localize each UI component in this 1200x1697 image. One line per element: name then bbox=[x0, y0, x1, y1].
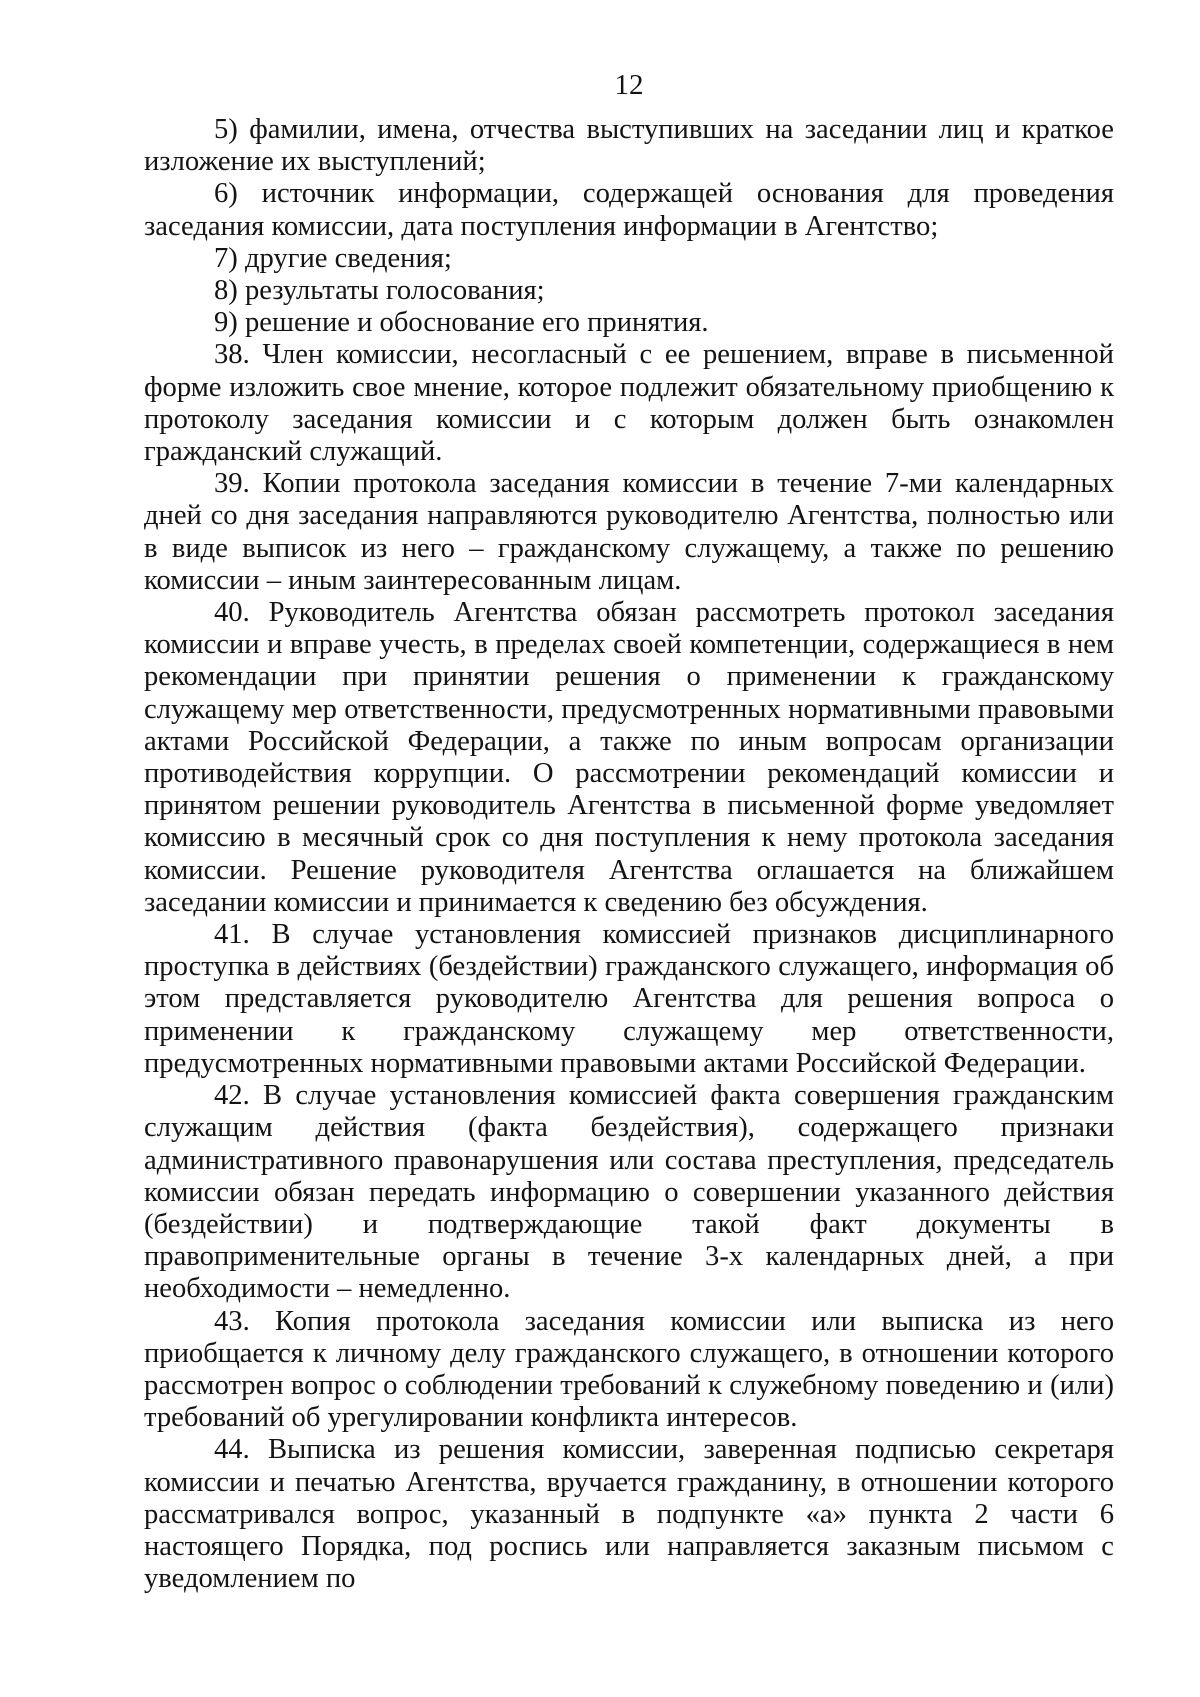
page-number: 12 bbox=[614, 69, 644, 101]
paragraph-section-38: 38. Член комиссии, несогласный с ее решением, вправе в письменной форме изложить свое мнение, которое подлежит обязательному приобщению к протоколу заседания комиссии и с которым должен быть ознакомлен гражданский служащий. bbox=[144, 339, 1114, 468]
paragraph-section-39: 39. Копии протокола заседания комиссии в течение 7-ми календарных дней со дня заседания направляются руководителю Агентства, полностью или в виде выписок из него – гражданскому служащему, а также по решению комиссии – иным заинтересованным лицам. bbox=[144, 468, 1114, 596]
paragraph-item-8: 8) результаты голосования; bbox=[214, 275, 545, 307]
paragraph-section-41: 41. В случае установления комиссией признаков дисциплинарного проступка в действиях (бездействии) гражданского служащего, информация об этом представляется руководителю Агентства для решения вопроса о применении к гражданскому служащему мер ответственности, предусмотренных нормативными правовыми актами Российской Федерации. bbox=[144, 919, 1114, 1079]
paragraph-item-5: 5) фамилии, имена, отчества выступивших на заседании лиц и краткое изложение их выступлений; bbox=[144, 114, 1114, 178]
paragraph-section-42: 42. В случае установления комиссией факта совершения гражданским служащим действия (факта бездействия), содержащего признаки административного правонарушения или состава преступления, председатель комиссии обязан передать информацию о совершении указанного действия (бездействии) и подтверждающие такой факт документы в правоприменительные органы в течение 3-х календарных дней, а при необходимости – немедленно. bbox=[144, 1080, 1114, 1305]
paragraph-item-6: 6) источник информации, содержащей основания для проведения заседания комиссии, дата поступления информации в Агентство; bbox=[144, 178, 1114, 242]
paragraph-item-7: 7) другие сведения; bbox=[214, 242, 452, 274]
paragraph-section-40: 40. Руководитель Агентства обязан рассмотреть протокол заседания комиссии и вправе учесть, в пределах своей компетенции, содержащиеся в нем рекомендации при принятии решения о применении к гражданскому служащему мер ответственности, предусмотренных нормативными правовыми актами Российской Федерации, а также по иным вопросам организации противодействия коррупции. О рассмотрении рекомендаций комиссии и принятом решении руководитель Агентства в письменной форме уведомляет комиссию в месячный срок со дня поступления к нему протокола заседания комиссии. Решение руководителя Агентства оглашается на ближайшем заседании комиссии и принимается к сведению без обсуждения. bbox=[144, 597, 1114, 918]
paragraph-section-44: 44. Выписка из решения комиссии, заверенная подписью секретаря комиссии и печатью Агентства, вручается гражданину, в отношении которого рассматривался вопрос, указанный в подпункте «а» пункта 2 части 6 настоящего Порядка, под роспись или направляется заказным письмом с уведомлением по bbox=[144, 1434, 1114, 1595]
document-body bbox=[144, 114, 1114, 1595]
paragraph-item-9: 9) решение и обоснование его принятия. bbox=[214, 307, 709, 339]
paragraph-section-43: 43. Копия протокола заседания комиссии или выписка из него приобщается к личному делу гражданского служащего, в отношении которого рассмотрен вопрос о соблюдении требований к служебному поведению и (или) требований об урегулировании конфликта интересов. bbox=[144, 1305, 1114, 1434]
